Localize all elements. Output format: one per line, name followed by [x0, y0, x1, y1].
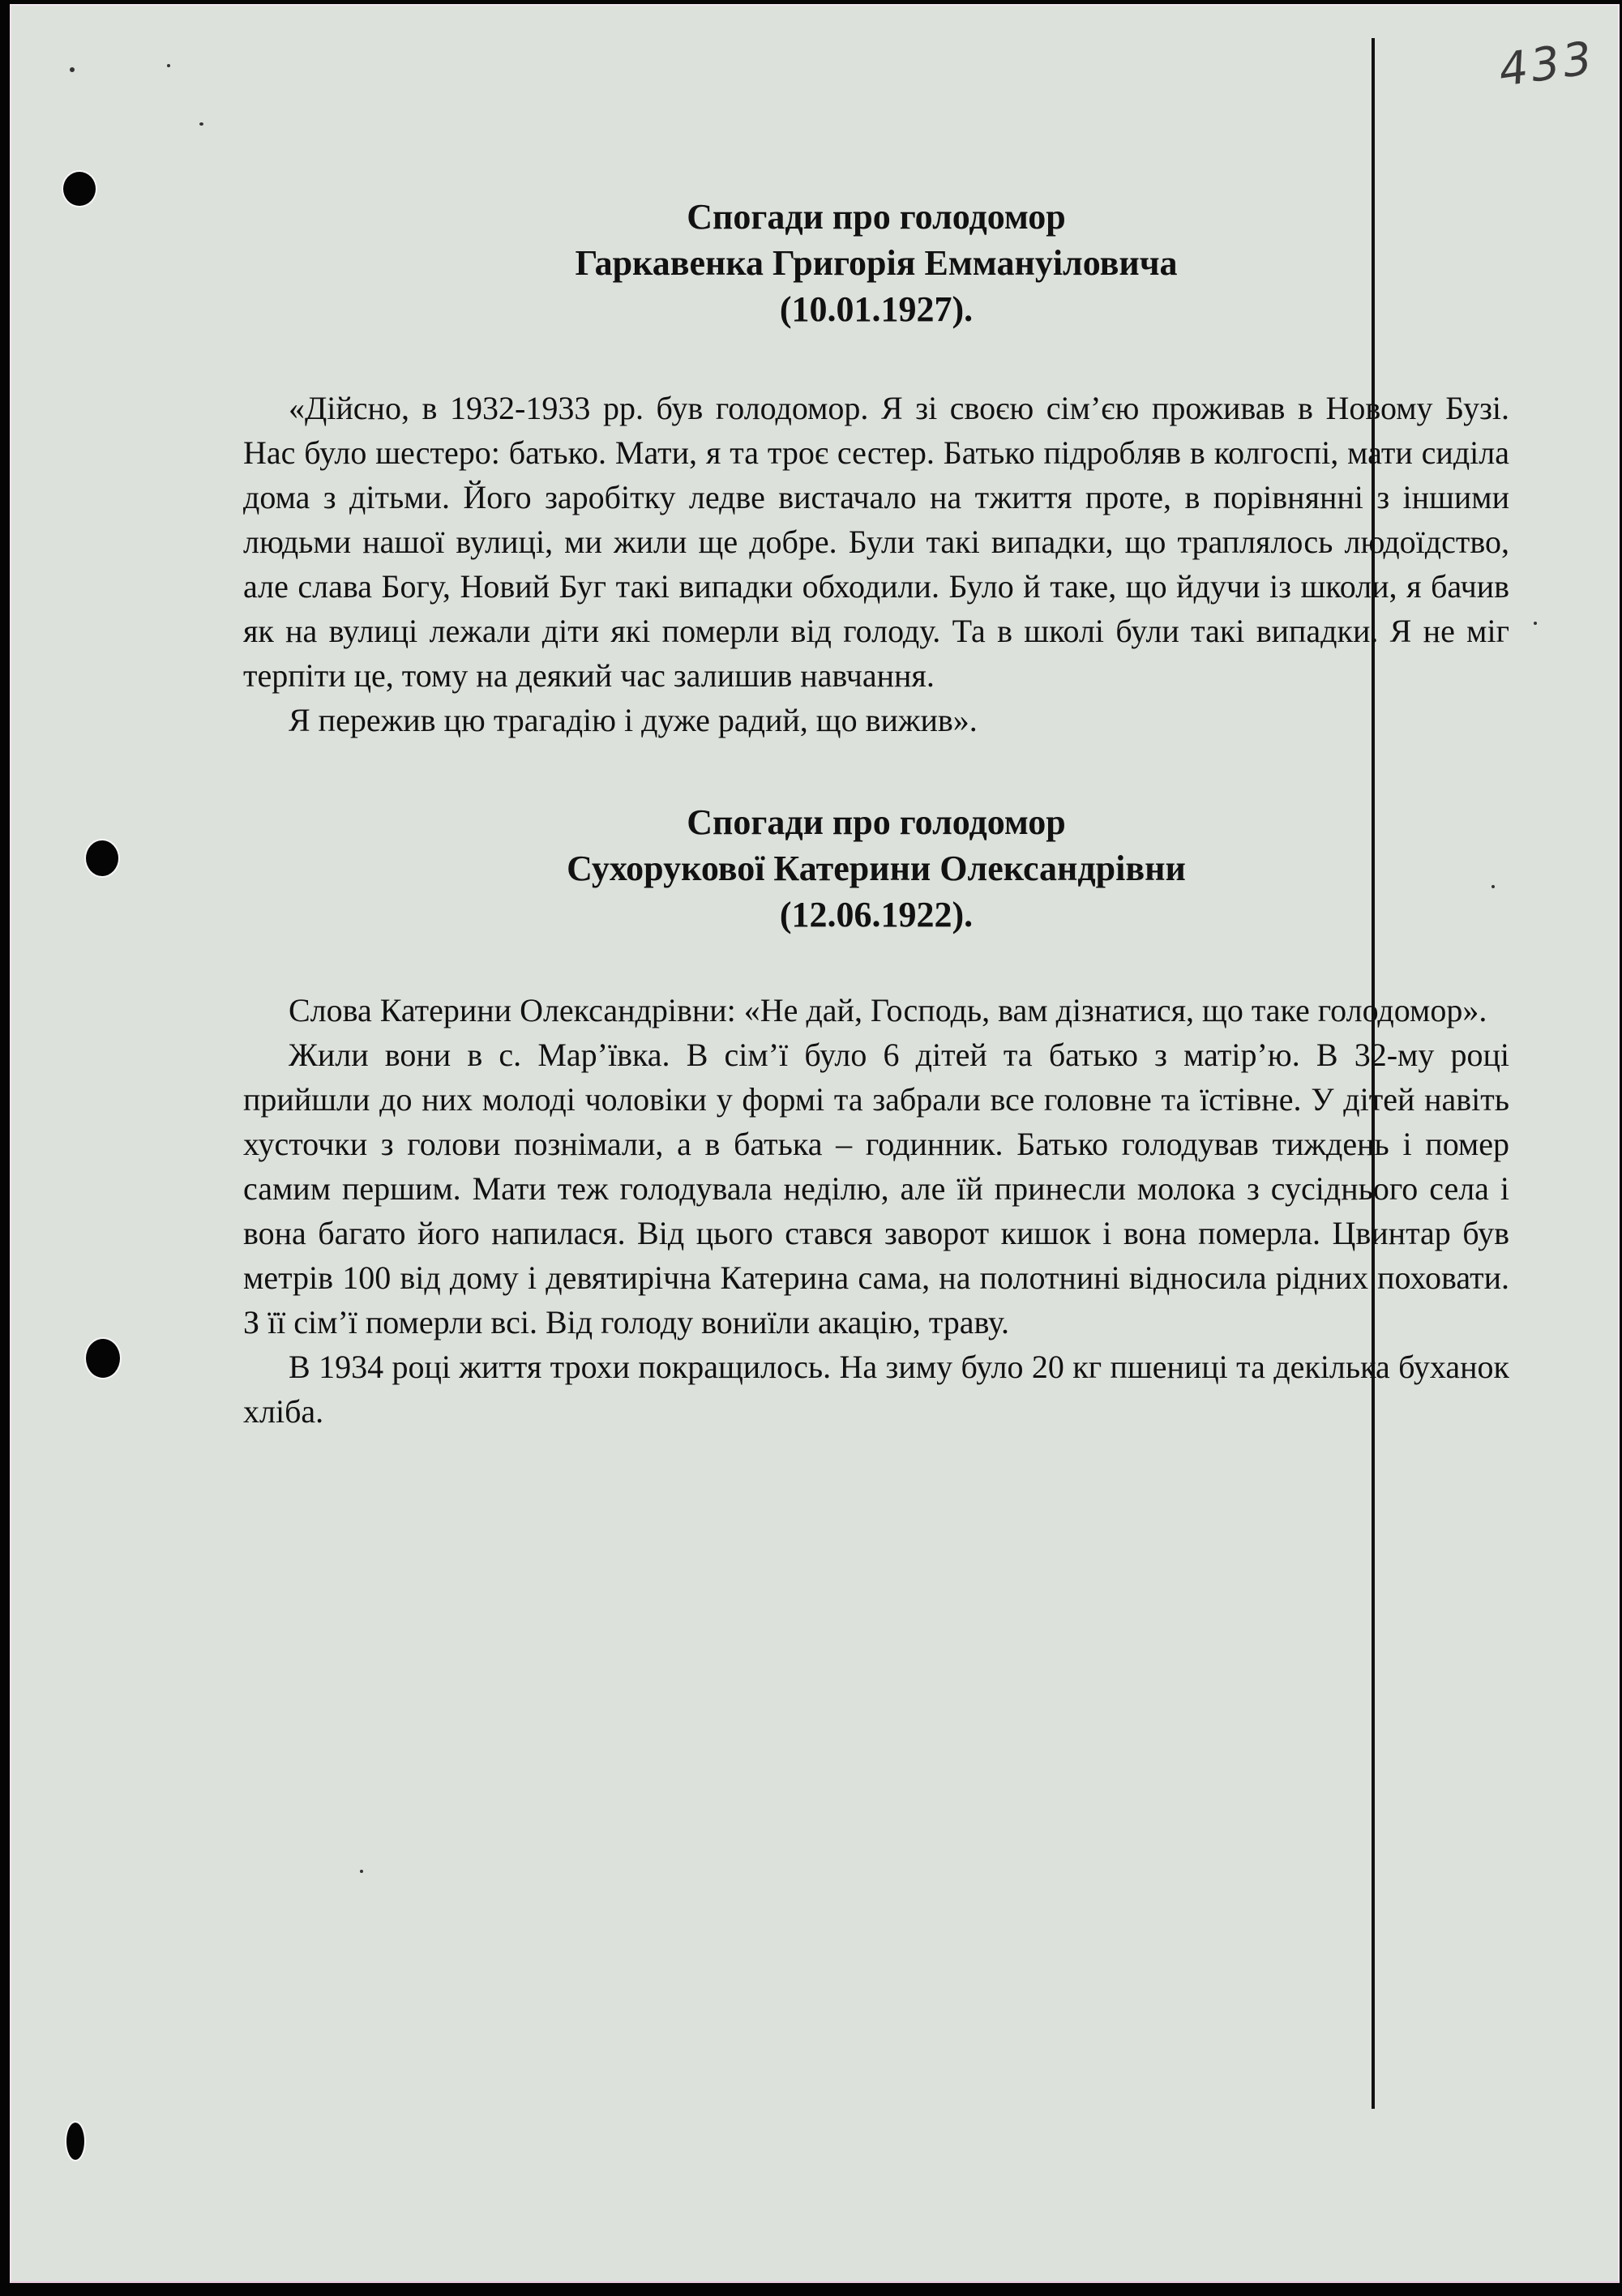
document-page: [10, 4, 1620, 2283]
speck: [167, 64, 170, 67]
paragraph: Я пережив цю трагадію і дуже радий, що вижив».: [289, 702, 978, 738]
speck: [360, 1870, 363, 1873]
document-body: [243, 194, 1509, 1434]
heading-name: Сухорукової Катерини Олександрівни: [567, 849, 1186, 888]
paragraph: Жили вони в с. Мар’ївка. В сім’ї було 6 дітей та батько з матір’ю. В 32-му році прийшли до них молоді чоловіки у формі та забрали все головне та їстівне. У дітей навіть хусточки з голови познімали, а в батька – годинник. Батько голодував тиждень і помер самим першим. Мати теж голодувала неділю, але їй принесли молока з сусіднього села і вона багато його напилася. Від цього стався заворот кишок і вона померла. Цвинтар був метрів 100 від дому і девятирічна Катерина сама, на полотнині відносила рідних поховати. З її сім’ї померли всі. Від голоду вониїли акацію, траву.: [243, 1037, 1509, 1340]
speck: [70, 67, 75, 72]
heading-date: (10.01.1927).: [779, 289, 974, 329]
speck: [199, 122, 203, 126]
heading-line: Спогади про голодомор: [687, 802, 1066, 842]
heading-date: (12.06.1922).: [779, 895, 974, 934]
heading-line: Спогади про голодомор: [687, 197, 1066, 237]
paragraph: Слова Катерини Олександрівни: «Не дай, Господь, вам дізнатися, що таке голодомор».: [289, 992, 1487, 1028]
handwritten-page-number: 433: [1496, 32, 1598, 97]
punch-hole: [63, 172, 96, 206]
speck: [1534, 622, 1537, 625]
section-heading: [243, 799, 1509, 938]
paragraph: В 1934 році життя трохи покращилось. На зиму було 20 кг пшениці та декілька буханок хліба.: [243, 1349, 1509, 1430]
punch-hole: [86, 1339, 120, 1378]
heading-name: Гаркавенка Григорія Еммануіловича: [575, 243, 1178, 283]
punch-hole: [86, 840, 118, 876]
punch-hole: [66, 2123, 84, 2160]
paragraph: «Дійсно, в 1932-1933 рр. був голодомор. Я зі своєю сім’єю проживав в Новому Бузі. Нас було шестеро: батько. Мати, я та троє сестер. Батько підробляв в колгоспі, мати сиділа дома з дітьми. Його заробітку ледве вистачало на тжиття проте, в порівнянні з іншими людьми нашої вулиці, ми жили ще добре. Були такі випадки, що траплялось людоїдство, але слава Богу, Новий Буг такі випадки обходили. Було й таке, що йдучи із школи, я бачив як на вулиці лежали діти які померли від голоду. Та в школі були такі випадки. Я не міг терпіти це, тому на деякий час залишив навчання.: [243, 390, 1509, 694]
section-heading: [243, 194, 1509, 332]
